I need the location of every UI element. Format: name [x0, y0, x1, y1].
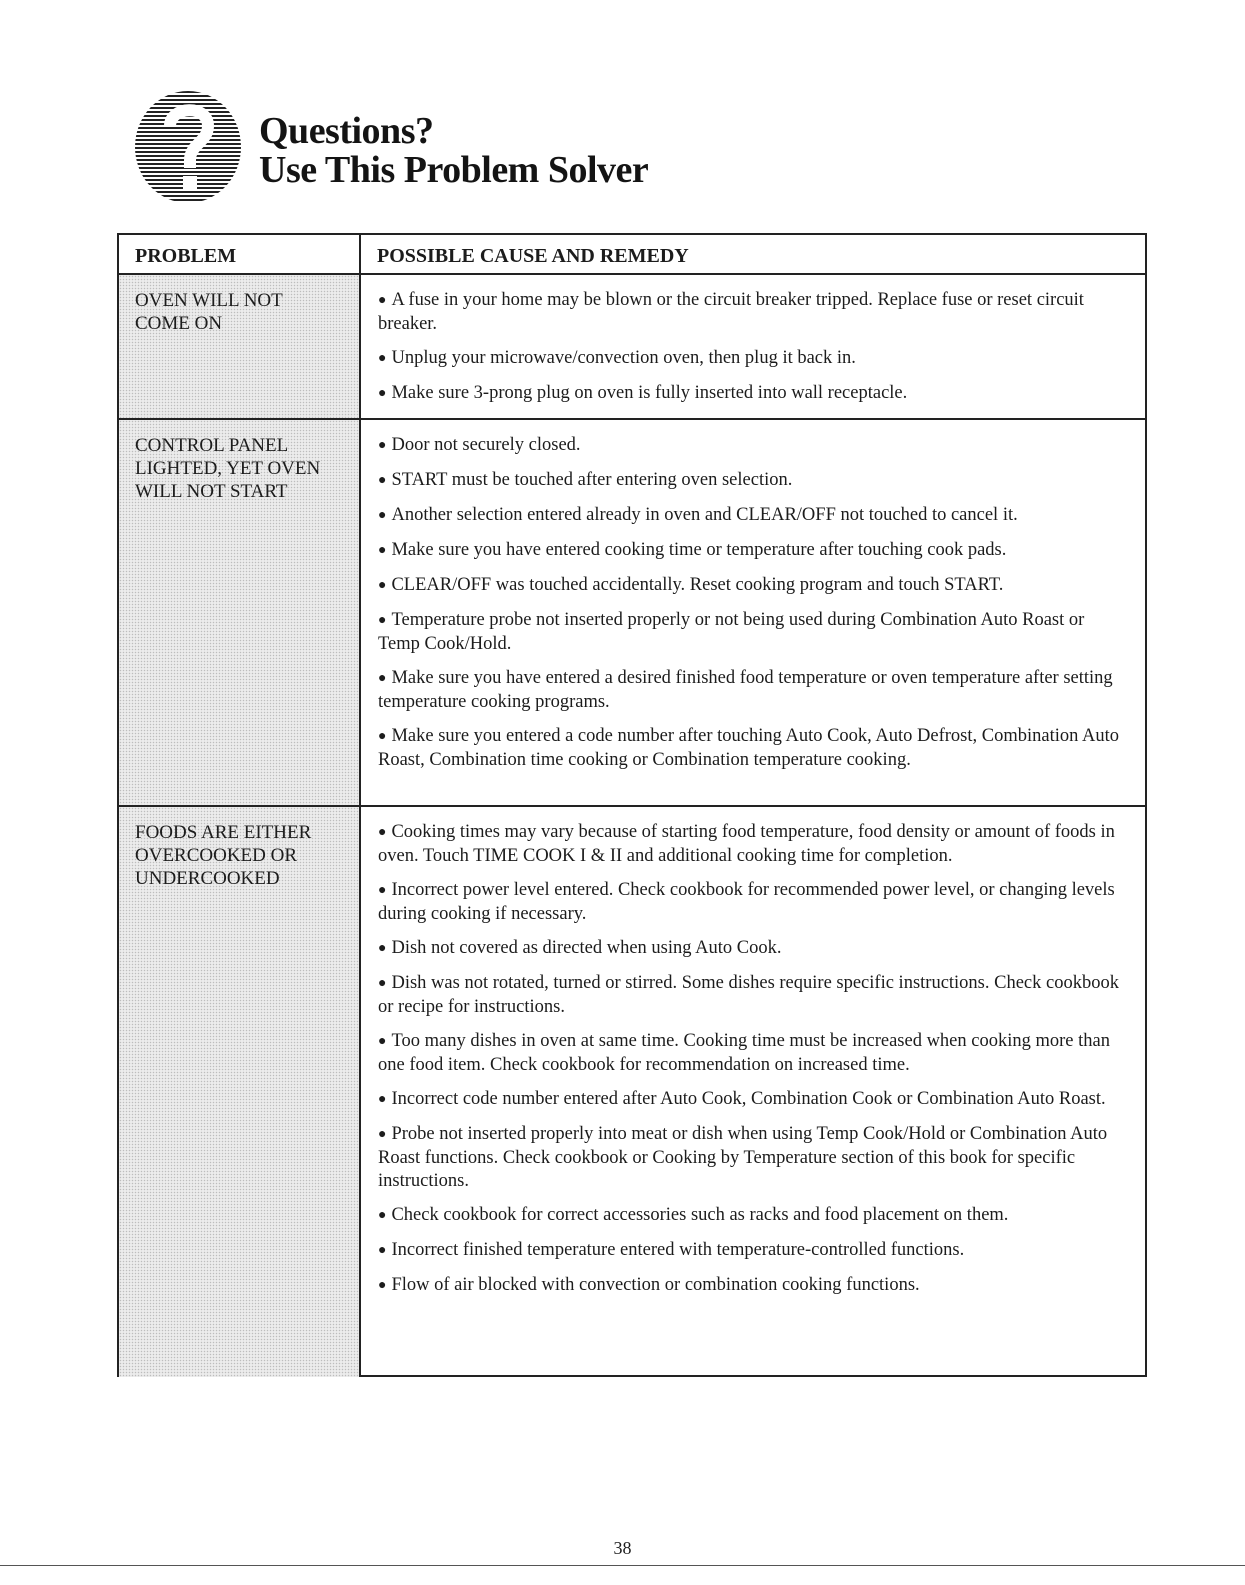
remedy-item: ● Flow of air blocked with convection or combination cooking functions.	[378, 1275, 920, 1295]
remedy-item: ● Make sure you have entered a desired finished food temperature or oven temperature after setting temperature cooking programs.	[378, 668, 1113, 712]
bullet-icon: ●	[378, 883, 387, 898]
remedy-item: ● Check cookbook for correct accessories such as racks and food placement on them.	[378, 1205, 1009, 1225]
bullet-icon: ●	[378, 613, 387, 628]
problem-solver-table	[117, 233, 1147, 1377]
remedy-cell	[361, 420, 1145, 805]
bullet-icon: ●	[378, 825, 387, 840]
bullet-icon: ●	[378, 1127, 387, 1142]
remedy-item: ● Dish was not rotated, turned or stirred. Some dishes require specific instructions. Check cookbook or recipe for instructions.	[378, 973, 1119, 1017]
table-row	[119, 420, 1145, 807]
bullet-icon: ●	[378, 578, 387, 593]
bullet-icon: ●	[378, 351, 387, 366]
column-header-remedy: POSSIBLE CAUSE AND REMEDY	[377, 245, 689, 267]
bullet-icon: ●	[378, 543, 387, 558]
remedy-item: ● Cooking times may vary because of starting food temperature, food density or amount of foods in oven. Touch TIME COOK I & II and additional cooking time for completion.	[378, 822, 1115, 866]
remedy-item: ● START must be touched after entering oven selection.	[378, 470, 793, 490]
bullet-icon: ●	[378, 1034, 387, 1049]
bullet-icon: ●	[378, 976, 387, 991]
remedy-item: ● Incorrect finished temperature entered with temperature-controlled functions.	[378, 1240, 965, 1260]
remedy-cell	[361, 807, 1145, 1377]
problem-cell	[119, 275, 361, 418]
table-header-row	[119, 235, 1145, 275]
remedy-item: ● A fuse in your home may be blown or the circuit breaker tripped. Replace fuse or reset circuit breaker.	[378, 290, 1084, 334]
bullet-icon: ●	[378, 1092, 387, 1107]
remedy-item: ● Temperature probe not inserted properly or not being used during Combination Auto Roast or Temp Cook/Hold.	[378, 610, 1085, 654]
table-row	[119, 807, 1145, 1377]
problem-cell	[119, 420, 361, 805]
bullet-icon: ●	[378, 508, 387, 523]
remedy-item: ● Make sure you have entered cooking time or temperature after touching cook pads.	[378, 540, 1007, 560]
page-header	[132, 86, 732, 216]
bullet-icon: ●	[378, 438, 387, 453]
remedy-cell	[361, 275, 1145, 418]
remedy-item: ● Dish not covered as directed when using Auto Cook.	[378, 938, 782, 958]
bullet-icon: ●	[378, 386, 387, 401]
question-mark-icon	[132, 86, 244, 208]
remedy-item: ● Door not securely closed.	[378, 435, 581, 455]
bullet-icon: ●	[378, 1208, 387, 1223]
title-line-1: Questions?	[259, 110, 434, 152]
remedy-item: ● Incorrect code number entered after Auto Cook, Combination Cook or Combination Auto Roast.	[378, 1089, 1106, 1109]
problem-text: OVEN WILL NOT COME ON	[135, 290, 283, 334]
problem-text: FOODS ARE EITHER OVERCOOKED OR UNDERCOOKED	[135, 822, 312, 889]
remedy-item: ● Incorrect power level entered. Check cookbook for recommended power level, or changing levels during cooking if necessary.	[378, 880, 1115, 924]
problem-cell	[119, 807, 361, 1377]
remedy-item: ● Another selection entered already in oven and CLEAR/OFF not touched to cancel it.	[378, 505, 1018, 525]
problem-text: CONTROL PANEL LIGHTED, YET OVEN WILL NOT START	[135, 435, 321, 502]
bullet-icon: ●	[378, 473, 387, 488]
bullet-icon: ●	[378, 293, 387, 308]
remedy-item: ● Make sure you entered a code number after touching Auto Cook, Auto Defrost, Combination Auto Roast, Combination time cooking or Combination temperature cooking.	[378, 726, 1119, 770]
bullet-icon: ●	[378, 1278, 387, 1293]
page-number: 38	[613, 1538, 632, 1558]
remedy-item: ● Probe not inserted properly into meat or dish when using Temp Cook/Hold or Combination Auto Roast functions. Check cookbook or Cooking by Temperature section of this book for specific instructions.	[378, 1124, 1108, 1191]
remedy-item: ● Too many dishes in oven at same time. Cooking time must be increased when cooking more than one food item. Check cookbook for recommendation on increased time.	[378, 1031, 1110, 1075]
footer-divider	[0, 1565, 1245, 1566]
page-title	[259, 112, 648, 190]
remedy-item: ● CLEAR/OFF was touched accidentally. Reset cooking program and touch START.	[378, 575, 1004, 595]
column-header-problem: PROBLEM	[119, 235, 361, 273]
remedy-item: ● Make sure 3-prong plug on oven is fully inserted into wall receptacle.	[378, 383, 908, 403]
title-line-2: Use This Problem Solver	[259, 149, 649, 191]
bullet-icon: ●	[378, 1243, 387, 1258]
table-row	[119, 275, 1145, 420]
remedy-item: ● Unplug your microwave/convection oven, then plug it back in.	[378, 348, 856, 368]
bullet-icon: ●	[378, 671, 387, 686]
bullet-icon: ●	[378, 941, 387, 956]
bullet-icon: ●	[378, 729, 387, 744]
